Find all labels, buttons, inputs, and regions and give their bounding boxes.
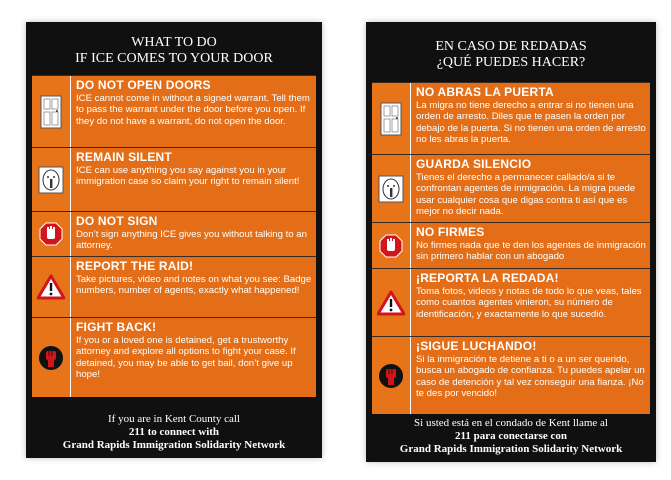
card-title — [26, 22, 322, 66]
footer-line-2: 211 para conectarse con — [454, 430, 568, 442]
item-heading: FIGHT BACK! — [76, 320, 157, 334]
list-item-report-raid — [32, 256, 316, 317]
card-title — [366, 22, 656, 70]
item-heading: ¡REPORTA LA REDADA! — [416, 271, 559, 285]
title-line-1: WHAT TO DO — [131, 35, 217, 50]
item-body: Tienes el derecho a permanecer callado/a si te confrontan agentes de inmigración. La migra puede usar cualquier cosa que digas contra ti así que es mejor no decir nada. — [416, 172, 636, 218]
footer-line-3: Grand Rapids Immigration Solidarity Network — [399, 443, 623, 455]
icon-cell — [372, 337, 411, 414]
item-heading: NO ABRAS LA PUERTA — [416, 85, 554, 99]
footer-line-1: If you are in Kent County call — [108, 413, 240, 425]
item-body: Don’t sign anything ICE gives you without talking to an attorney. — [76, 229, 307, 252]
list-item-sigue-luchando — [372, 336, 650, 414]
icon-cell — [32, 257, 71, 317]
rights-list — [32, 75, 316, 397]
raised-fist-icon — [38, 345, 64, 371]
card-footer — [26, 413, 322, 452]
list-item-reporta-redada — [372, 268, 650, 336]
title-line-2: IF ICE COMES TO YOUR DOOR — [75, 51, 273, 66]
icon-cell — [372, 155, 411, 222]
footer-line-2: 211 to connect with — [128, 426, 220, 438]
list-item-guarda-silencio — [372, 154, 650, 222]
icon-cell — [372, 83, 411, 154]
footer-line-1: Si usted está en el condado de Kent llame al — [414, 417, 608, 429]
raised-fist-icon — [378, 363, 404, 389]
item-heading: REMAIN SILENT — [76, 150, 172, 164]
list-item-do-not-open — [32, 75, 316, 147]
item-body: No firmes nada que te den los agentes de inmigración sin primero hablar con un abogado — [416, 240, 646, 263]
item-body: Toma fotos, videos y notas de todo lo que veas, tales como cuantos agentes vinieron, su número de identificación, y exactamente lo que sucedió. — [416, 286, 642, 320]
list-item-remain-silent — [32, 147, 316, 211]
item-body: If you or a loved one is detained, get a trustworthy attorney and explore all options to fight your case. If detained, you may be able to get bail, don’t give up hope! — [76, 335, 296, 381]
card-footer — [366, 417, 656, 456]
icon-cell — [372, 223, 411, 268]
footer-line-3: Grand Rapids Immigration Solidarity Network — [62, 439, 286, 451]
item-heading: ¡SIGUE LUCHANDO! — [416, 339, 537, 353]
list-item-do-not-sign — [32, 211, 316, 256]
list-item-fight-back — [32, 317, 316, 397]
stop-hand-icon — [39, 222, 63, 246]
icon-cell — [32, 212, 71, 256]
english-card — [26, 22, 322, 458]
item-heading: REPORT THE RAID! — [76, 259, 194, 273]
item-body: Take pictures, video and notes on what you see: Badge numbers, number of agents, exactly what happened! — [76, 274, 312, 297]
stop-hand-icon — [379, 234, 403, 258]
door-icon — [380, 102, 402, 136]
item-heading: NO FIRMES — [416, 225, 485, 239]
item-body: ICE can use anything you say against you in your immigration case so claim your right to remain silent! — [76, 165, 300, 188]
silence-icon — [378, 175, 404, 203]
title-line-1: EN CASO DE REDADAS — [435, 39, 587, 54]
icon-cell — [32, 76, 71, 147]
item-heading: GUARDA SILENCIO — [416, 157, 532, 171]
item-heading: DO NOT SIGN — [76, 214, 158, 228]
title-line-2: ¿QUÉ PUEDES HACER? — [436, 55, 586, 70]
spanish-card — [366, 22, 656, 462]
door-icon — [40, 95, 62, 129]
item-body: ICE cannot come in without a signed warrant. Tell them to pass the warrant under the door before you open. If they do not have a warrant, do not open the door. — [76, 93, 310, 127]
icon-cell — [32, 318, 71, 397]
warning-icon — [37, 274, 65, 300]
item-heading: DO NOT OPEN DOORS — [76, 78, 211, 92]
warning-icon — [377, 290, 405, 316]
icon-cell — [372, 269, 411, 336]
item-body: La migra no tiene derecho a entrar si no tienen una orden de arresto. Diles que te pasen la orden por debajo de la puerta. Si no tienen una orden de arresto no les abras la puerta. — [416, 100, 646, 146]
rights-list — [372, 82, 650, 414]
item-body: Si la inmigración te detiene a ti o a un ser querido, busca un abogado de confianza. Tu puedes apelar un caso de detención y tal vez conseguir una fianza. ¡No te des por vencido! — [416, 354, 645, 400]
silence-icon — [38, 166, 64, 194]
list-item-no-firmes — [372, 222, 650, 268]
icon-cell — [32, 148, 71, 211]
list-item-no-abras — [372, 82, 650, 154]
